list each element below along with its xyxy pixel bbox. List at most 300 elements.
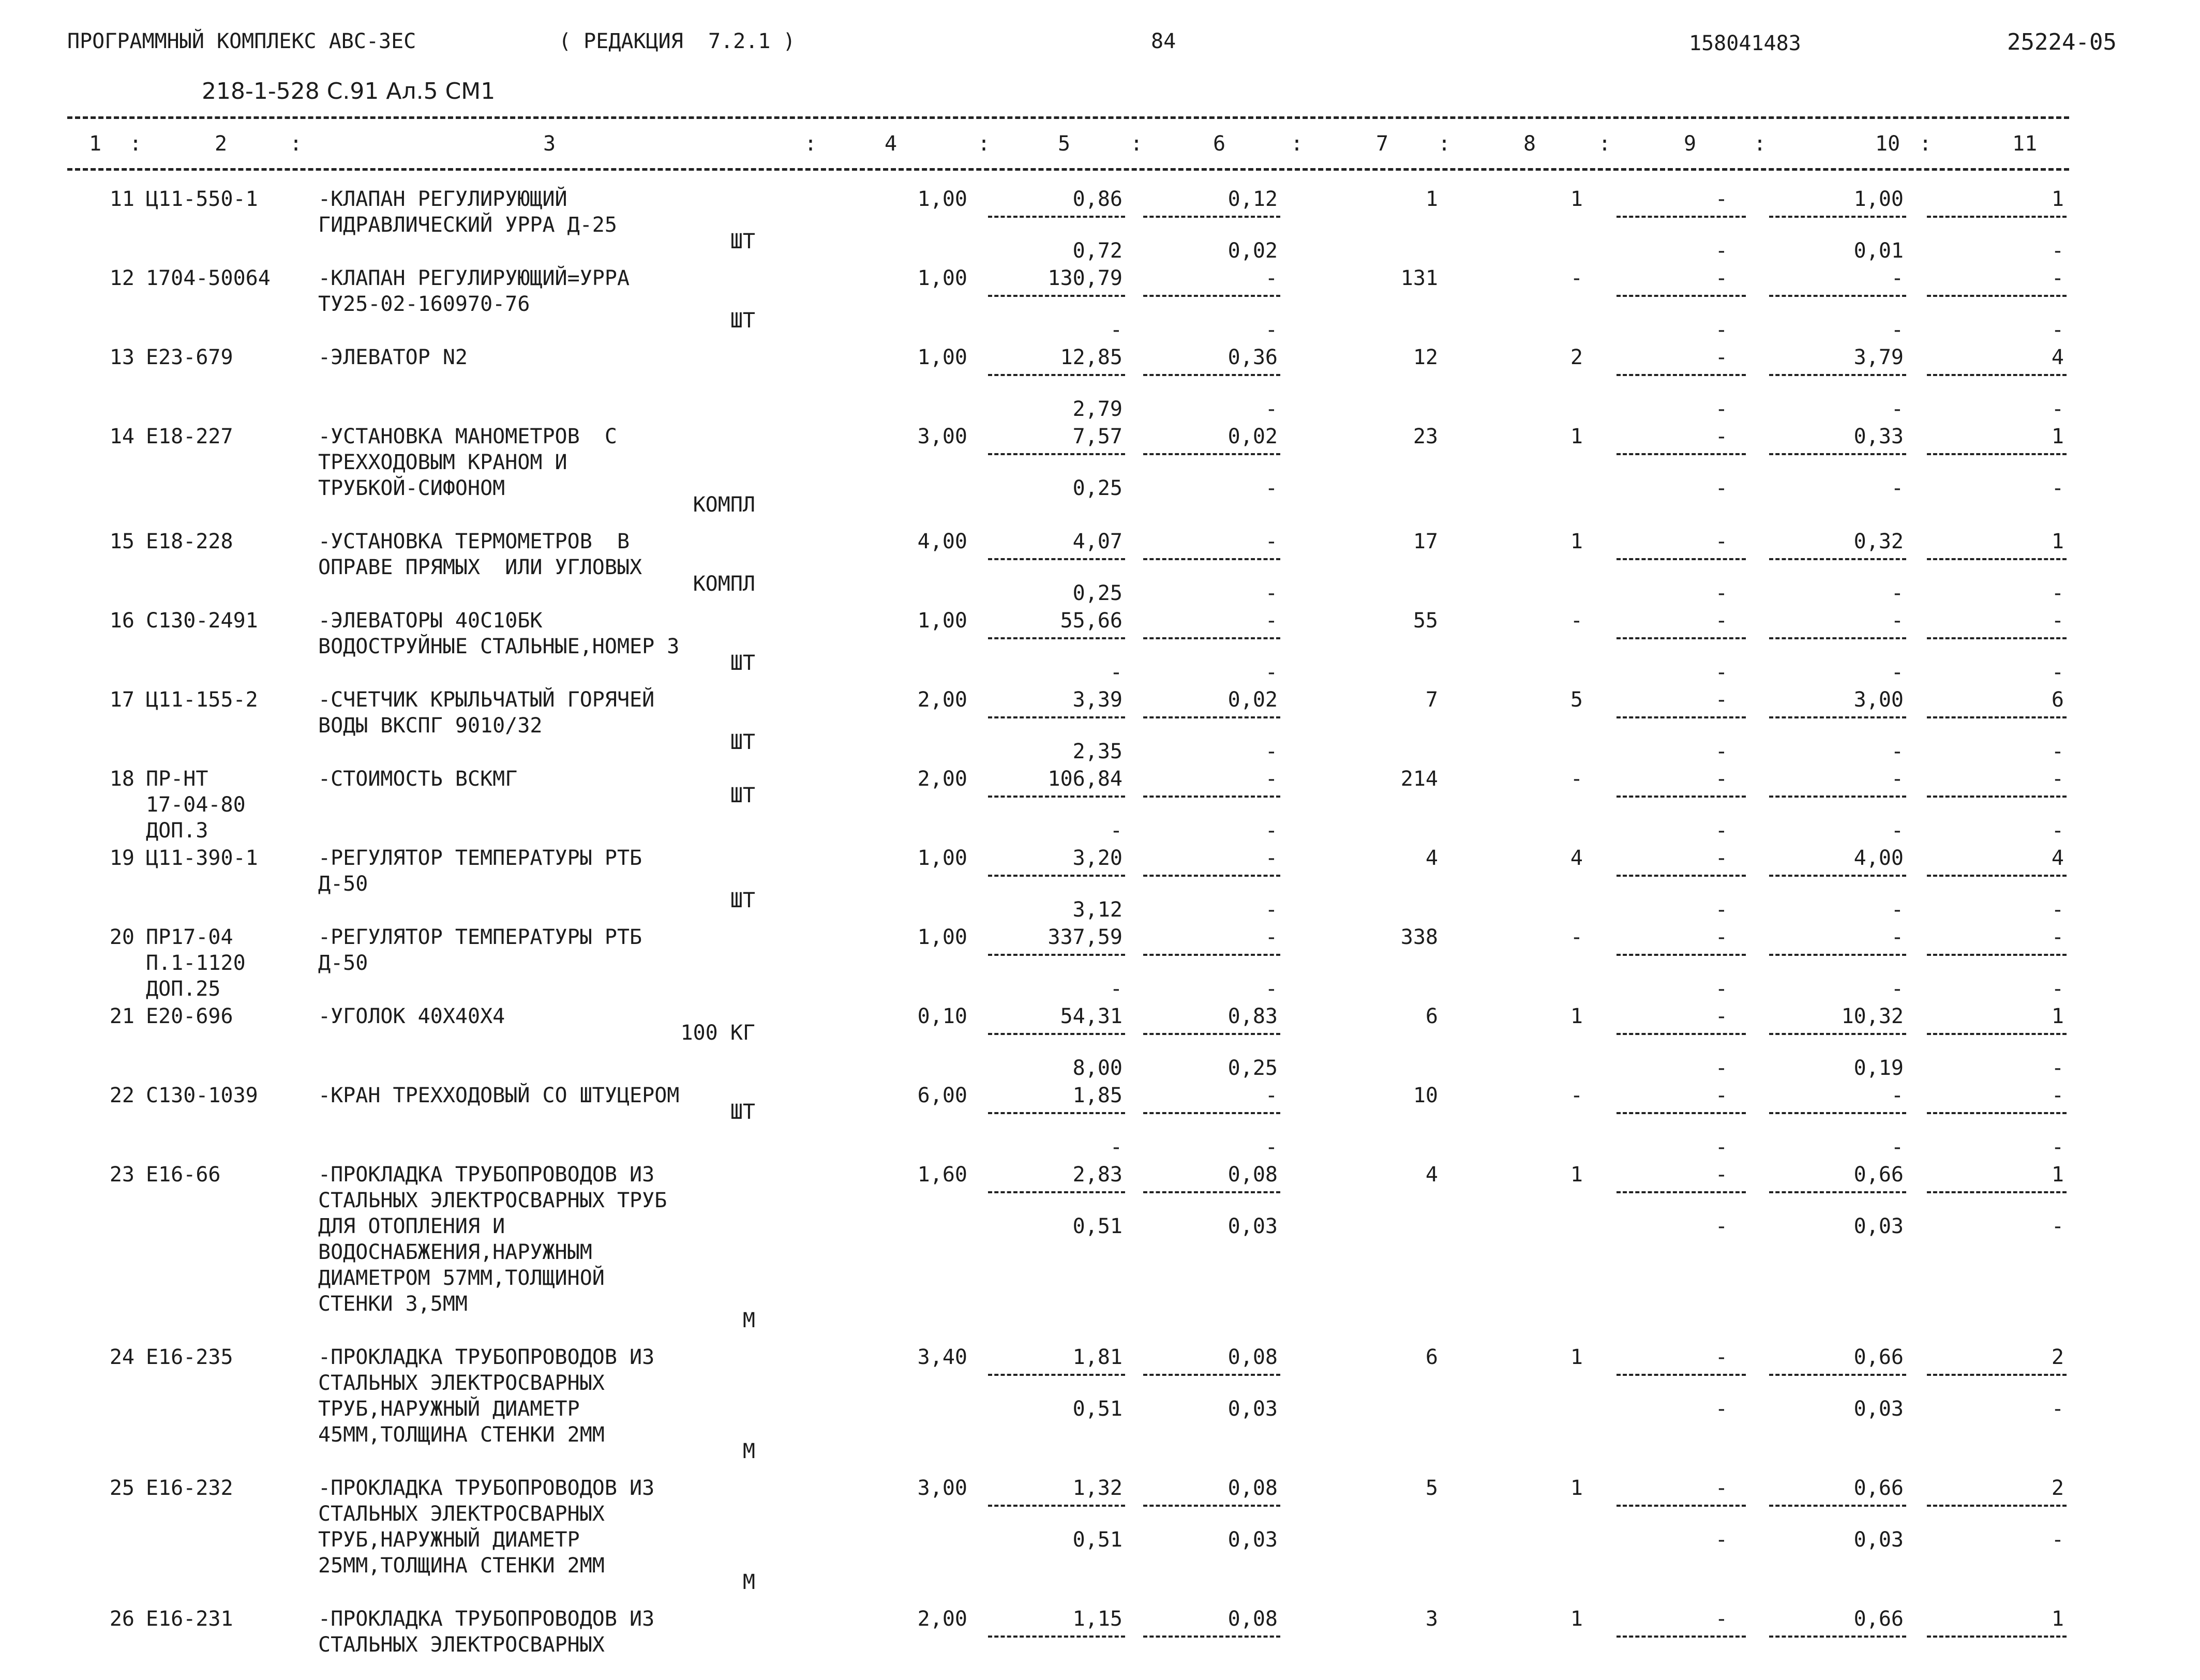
row-description: Д-50 [318, 872, 368, 896]
col-9-value: - [1715, 1607, 1728, 1631]
cell-underline [988, 1112, 1125, 1114]
wage-cost-machine: - [1265, 819, 1278, 843]
cell-underline [1769, 1636, 1906, 1638]
col-9-machine: - [1715, 898, 1728, 922]
labor-total: - [2051, 767, 2064, 791]
row-description: -ЭЛЕВАТОРЫ 40С10БК [318, 609, 543, 633]
wage-cost-machine: - [1265, 977, 1278, 1001]
total-wage: 1 [1570, 1607, 1583, 1631]
column-number: 6 [1213, 132, 1226, 156]
cell-underline [1769, 716, 1906, 718]
unit-cost: 54,31 [1060, 1004, 1123, 1028]
total-wage: - [1570, 609, 1583, 633]
cell-underline [1143, 637, 1280, 639]
cell-underline [988, 637, 1125, 639]
wage-cost-machine: 0,25 [1228, 1056, 1278, 1080]
row-description: ТУ25-02-160970-76 [318, 292, 530, 316]
labor-unit: 0,66 [1853, 1607, 1904, 1631]
row-description: -ПРОКЛАДКА ТРУБОПРОВОДОВ ИЗ [318, 1163, 655, 1187]
edition-label: ( РЕДАКЦИЯ 7.2.1 ) [559, 29, 796, 53]
quantity: 2,00 [917, 767, 967, 791]
unit-cost: 130,79 [1047, 266, 1123, 290]
unit-cost: 4,07 [1072, 530, 1123, 553]
row-number: 15 [109, 530, 134, 553]
row-unit: ШТ [730, 1100, 755, 1124]
cell-underline [1143, 558, 1280, 560]
row-code: 17-04-80 [146, 793, 246, 817]
labor-unit: 0,66 [1853, 1163, 1904, 1187]
row-unit: ШТ [730, 730, 755, 754]
total-cost: 4 [1425, 846, 1438, 870]
cell-underline [1927, 1033, 2067, 1035]
quantity: 1,00 [917, 266, 967, 290]
total-cost: 1 [1425, 187, 1438, 211]
cell-underline [1617, 1191, 1746, 1193]
labor-total-machine: - [2051, 1214, 2064, 1238]
col-9-value: - [1715, 609, 1728, 633]
row-description: ТРУБ,НАРУЖНЫЙ ДИАМЕТР [318, 1528, 580, 1552]
row-description: ДИАМЕТРОМ 57ММ,ТОЛЩИНОЙ [318, 1266, 605, 1290]
cell-underline [1927, 453, 2067, 455]
labor-unit-machine: 0,19 [1853, 1056, 1904, 1080]
wage-cost-machine: - [1265, 1135, 1278, 1159]
unit-cost-machine: 0,51 [1072, 1214, 1123, 1238]
cell-underline [1927, 1374, 2067, 1376]
labor-unit: 3,79 [1853, 346, 1904, 369]
row-description: -КЛАПАН РЕГУЛИРУЮЩИЙ=УРРА [318, 266, 630, 290]
labor-unit-machine: - [1891, 819, 1904, 843]
col-9-machine: - [1715, 1056, 1728, 1080]
cell-underline [1617, 716, 1746, 718]
unit-cost-machine: - [1110, 819, 1123, 843]
unit-cost: 55,66 [1060, 609, 1123, 633]
cell-underline [1927, 1112, 2067, 1114]
col-9-value: - [1715, 688, 1728, 712]
total-cost: 214 [1400, 767, 1438, 791]
column-number: 5 [1058, 132, 1071, 156]
labor-total: 6 [2051, 688, 2064, 712]
quantity: 0,10 [917, 1004, 967, 1028]
cell-underline [1927, 558, 2067, 560]
col-9-value: - [1715, 767, 1728, 791]
column-separator: : [1598, 132, 1611, 156]
row-description: ГИДРАВЛИЧЕСКИЙ УРРА Д-25 [318, 213, 617, 237]
column-number: 10 [1875, 132, 1900, 156]
total-wage: 2 [1570, 346, 1583, 369]
unit-cost-machine: - [1110, 1135, 1123, 1159]
column-number: 3 [543, 132, 556, 156]
col-9-machine: - [1715, 476, 1728, 500]
total-wage: 1 [1570, 1476, 1583, 1500]
cell-underline [1143, 796, 1280, 798]
cell-underline [1769, 1033, 1906, 1035]
cell-underline [1617, 954, 1746, 956]
labor-total-machine: - [2051, 239, 2064, 263]
wage-cost-machine: - [1265, 476, 1278, 500]
cell-underline [988, 954, 1125, 956]
wage-cost: - [1265, 609, 1278, 633]
labor-total-machine: - [2051, 898, 2064, 922]
labor-total: - [2051, 925, 2064, 949]
row-unit: М [742, 1309, 755, 1332]
cell-underline [1769, 295, 1906, 297]
cell-underline [1617, 796, 1746, 798]
labor-total: 2 [2051, 1345, 2064, 1369]
total-cost: 5 [1425, 1476, 1438, 1500]
labor-total: 1 [2051, 530, 2064, 553]
labor-unit-machine: - [1891, 661, 1904, 684]
labor-unit-machine: 0,01 [1853, 239, 1904, 263]
wage-cost-machine: 0,03 [1228, 1214, 1278, 1238]
unit-cost: 12,85 [1060, 346, 1123, 369]
row-unit: ШТ [730, 230, 755, 253]
labor-unit-machine: - [1891, 476, 1904, 500]
total-cost: 17 [1413, 530, 1438, 553]
col-9-machine: - [1715, 740, 1728, 763]
row-description: -ПРОКЛАДКА ТРУБОПРОВОДОВ ИЗ [318, 1476, 655, 1500]
labor-total: 1 [2051, 425, 2064, 448]
quantity: 2,00 [917, 1607, 967, 1631]
wage-cost: - [1265, 767, 1278, 791]
cell-underline [1617, 875, 1746, 877]
wage-cost-machine: - [1265, 898, 1278, 922]
unit-cost-machine: 0,51 [1072, 1397, 1123, 1421]
row-description: ВОДОСТРУЙНЫЕ СТАЛЬНЫЕ,НОМЕР 3 [318, 635, 680, 658]
row-description: СТАЛЬНЫХ ЭЛЕКТРОСВАРНЫХ [318, 1371, 605, 1395]
cell-underline [1927, 716, 2067, 718]
cell-underline [1143, 1374, 1280, 1376]
quantity: 1,00 [917, 187, 967, 211]
cell-underline [1143, 1636, 1280, 1638]
quantity: 1,00 [917, 609, 967, 633]
row-number: 18 [109, 767, 134, 791]
cell-underline [1617, 374, 1746, 376]
cell-underline [1617, 1112, 1746, 1114]
unit-cost-machine: 3,12 [1072, 898, 1123, 922]
row-code: Е16-232 [146, 1476, 233, 1500]
quantity: 3,00 [917, 425, 967, 448]
row-code: 1704-50064 [146, 266, 271, 290]
cell-underline [1769, 453, 1906, 455]
row-code: Ц11-390-1 [146, 846, 258, 870]
column-separator: : [1754, 132, 1767, 156]
header-bottom-rule [67, 168, 2069, 171]
row-description: 45ММ,ТОЛЩИНА СТЕНКИ 2ММ [318, 1423, 605, 1447]
document-number: 25224-05 [2007, 29, 2117, 55]
quantity: 1,00 [917, 925, 967, 949]
row-description: -РЕГУЛЯТОР ТЕМПЕРАТУРЫ РТБ [318, 846, 642, 870]
cell-underline [1769, 374, 1906, 376]
wage-cost: 0,12 [1228, 187, 1278, 211]
cell-underline [1143, 295, 1280, 297]
cell-underline [1769, 1191, 1906, 1193]
labor-unit: - [1891, 609, 1904, 633]
unit-cost: 7,57 [1072, 425, 1123, 448]
cell-underline [1143, 716, 1280, 718]
cell-underline [1617, 453, 1746, 455]
row-code: Е16-66 [146, 1163, 221, 1187]
wage-cost: 0,02 [1228, 425, 1278, 448]
total-cost: 12 [1413, 346, 1438, 369]
row-description: -УСТАНОВКА МАНОМЕТРОВ С [318, 425, 617, 448]
cell-underline [1927, 954, 2067, 956]
labor-unit-machine: 0,03 [1853, 1528, 1904, 1552]
total-cost: 338 [1400, 925, 1438, 949]
unit-cost-machine: 0,25 [1072, 476, 1123, 500]
row-code: С130-1039 [146, 1084, 258, 1107]
wage-cost: 0,08 [1228, 1345, 1278, 1369]
cell-underline [1143, 1033, 1280, 1035]
col-9-machine: - [1715, 581, 1728, 605]
row-unit: ШТ [730, 309, 755, 333]
row-number: 20 [109, 925, 134, 949]
labor-unit-machine: - [1891, 581, 1904, 605]
cell-underline [1143, 216, 1280, 218]
unit-cost: 106,84 [1047, 767, 1123, 791]
unit-cost: 3,20 [1072, 846, 1123, 870]
quantity: 1,00 [917, 346, 967, 369]
total-wage: 1 [1570, 425, 1583, 448]
wage-cost-machine: - [1265, 318, 1278, 342]
program-title: ПРОГРАММНЫЙ КОМПЛЕКС АВС-3ЕС [67, 29, 416, 53]
row-description: ОПРАВЕ ПРЯМЫХ ИЛИ УГЛОВЫХ [318, 556, 642, 579]
row-number: 16 [109, 609, 134, 633]
total-wage: - [1570, 266, 1583, 290]
page-number: 84 [1151, 29, 1176, 53]
row-code: Е18-228 [146, 530, 233, 553]
unit-cost-machine: 8,00 [1072, 1056, 1123, 1080]
row-description: ТРУБ,НАРУЖНЫЙ ДИАМЕТР [318, 1397, 580, 1421]
column-separator: : [804, 132, 817, 156]
unit-cost-machine: 0,51 [1072, 1528, 1123, 1552]
labor-unit-machine: - [1891, 397, 1904, 421]
column-number: 9 [1684, 132, 1697, 156]
row-unit: КОМПЛ [693, 493, 755, 517]
row-code: ДОП.25 [146, 977, 221, 1001]
cell-underline [1143, 875, 1280, 877]
cell-underline [1769, 216, 1906, 218]
row-description: -УСТАНОВКА ТЕРМОМЕТРОВ В [318, 530, 630, 553]
labor-total: - [2051, 266, 2064, 290]
cell-underline [1143, 374, 1280, 376]
col-9-value: - [1715, 1345, 1728, 1369]
col-9-machine: - [1715, 661, 1728, 684]
col-9-machine: - [1715, 397, 1728, 421]
quantity: 2,00 [917, 688, 967, 712]
row-description: -ПРОКЛАДКА ТРУБОПРОВОДОВ ИЗ [318, 1607, 655, 1631]
row-description: ТРУБКОЙ-СИФОНОМ [318, 476, 505, 500]
labor-unit-machine: - [1891, 898, 1904, 922]
total-cost: 6 [1425, 1345, 1438, 1369]
row-description: -РЕГУЛЯТОР ТЕМПЕРАТУРЫ РТБ [318, 925, 642, 949]
unit-cost: 2,83 [1072, 1163, 1123, 1187]
cell-underline [1769, 1505, 1906, 1507]
cell-underline [988, 716, 1125, 718]
cell-underline [1927, 216, 2067, 218]
reference-line: 218-1-528 С.91 Ал.5 СМ1 [202, 78, 496, 104]
row-unit: 100 КГ [680, 1021, 755, 1045]
wage-cost: 0,83 [1228, 1004, 1278, 1028]
row-description: -КЛАПАН РЕГУЛИРУЮЩИЙ [318, 187, 567, 211]
col-9-value: - [1715, 1476, 1728, 1500]
unit-cost: 1,32 [1072, 1476, 1123, 1500]
labor-total-machine: - [2051, 1397, 2064, 1421]
col-9-machine: - [1715, 1214, 1728, 1238]
row-description: ВОДОСНАБЖЕНИЯ,НАРУЖНЫМ [318, 1240, 592, 1264]
cell-underline [1927, 796, 2067, 798]
col-9-machine: - [1715, 1397, 1728, 1421]
labor-total: 4 [2051, 846, 2064, 870]
col-9-value: - [1715, 1084, 1728, 1107]
total-wage: - [1570, 925, 1583, 949]
col-9-value: - [1715, 1004, 1728, 1028]
column-separator: : [1438, 132, 1451, 156]
row-number: 11 [109, 187, 134, 211]
col-9-value: - [1715, 266, 1728, 290]
unit-cost: 1,15 [1072, 1607, 1123, 1631]
labor-unit: 0,66 [1853, 1345, 1904, 1369]
labor-total: 1 [2051, 1163, 2064, 1187]
unit-cost-machine: 2,35 [1072, 740, 1123, 763]
labor-total-machine: - [2051, 1135, 2064, 1159]
row-code: П.1-1120 [146, 951, 246, 975]
cell-underline [1769, 558, 1906, 560]
total-wage: - [1570, 1084, 1583, 1107]
row-code: ПР17-04 [146, 925, 233, 949]
cell-underline [988, 875, 1125, 877]
row-code: Е16-235 [146, 1345, 233, 1369]
cell-underline [988, 1191, 1125, 1193]
total-cost: 131 [1400, 266, 1438, 290]
labor-unit: - [1891, 925, 1904, 949]
quantity: 3,40 [917, 1345, 967, 1369]
unit-cost: 1,85 [1072, 1084, 1123, 1107]
row-number: 24 [109, 1345, 134, 1369]
wage-cost: 0,08 [1228, 1476, 1278, 1500]
row-code: С130-2491 [146, 609, 258, 633]
cell-underline [1769, 1112, 1906, 1114]
cell-underline [988, 558, 1125, 560]
labor-total: - [2051, 1084, 2064, 1107]
row-unit: ШТ [730, 651, 755, 675]
total-wage: 1 [1570, 1345, 1583, 1369]
cell-underline [988, 1636, 1125, 1638]
column-number: 7 [1376, 132, 1389, 156]
row-code: ДОП.3 [146, 819, 208, 843]
cell-underline [1927, 295, 2067, 297]
unit-cost: 3,39 [1072, 688, 1123, 712]
row-description: СТЕНКИ 3,5ММ [318, 1292, 468, 1316]
cell-underline [988, 216, 1125, 218]
labor-total-machine: - [2051, 476, 2064, 500]
column-number: 2 [215, 132, 228, 156]
quantity: 6,00 [917, 1084, 967, 1107]
unit-cost-machine: 0,72 [1072, 239, 1123, 263]
labor-unit-machine: 0,03 [1853, 1214, 1904, 1238]
wage-cost: 0,36 [1228, 346, 1278, 369]
cell-underline [988, 453, 1125, 455]
total-wage: 1 [1570, 187, 1583, 211]
row-number: 13 [109, 346, 134, 369]
quantity: 4,00 [917, 530, 967, 553]
row-code: Е18-227 [146, 425, 233, 448]
col-9-value: - [1715, 530, 1728, 553]
row-number: 23 [109, 1163, 134, 1187]
cell-underline [1927, 1505, 2067, 1507]
row-description: -ЭЛЕВАТОР N2 [318, 346, 468, 369]
labor-total-machine: - [2051, 740, 2064, 763]
column-number: 4 [885, 132, 897, 156]
labor-unit: 0,32 [1853, 530, 1904, 553]
wage-cost-machine: 0,03 [1228, 1397, 1278, 1421]
labor-unit-machine: - [1891, 1135, 1904, 1159]
cell-underline [988, 295, 1125, 297]
cell-underline [1143, 1112, 1280, 1114]
total-cost: 7 [1425, 688, 1438, 712]
wage-cost-machine: - [1265, 581, 1278, 605]
cell-underline [1927, 1636, 2067, 1638]
unit-cost-machine: 0,25 [1072, 581, 1123, 605]
row-description: -ПРОКЛАДКА ТРУБОПРОВОДОВ ИЗ [318, 1345, 655, 1369]
wage-cost-machine: - [1265, 661, 1278, 684]
wage-cost: - [1265, 530, 1278, 553]
col-9-value: - [1715, 346, 1728, 369]
labor-unit: 0,66 [1853, 1476, 1904, 1500]
labor-total-machine: - [2051, 581, 2064, 605]
row-number: 25 [109, 1476, 134, 1500]
cell-underline [1143, 954, 1280, 956]
labor-total-machine: - [2051, 977, 2064, 1001]
col-9-machine: - [1715, 318, 1728, 342]
cell-underline [1927, 374, 2067, 376]
labor-total-machine: - [2051, 819, 2064, 843]
wage-cost: 0,08 [1228, 1607, 1278, 1631]
unit-cost: 337,59 [1047, 925, 1123, 949]
labor-unit-machine: - [1891, 740, 1904, 763]
total-wage: 5 [1570, 688, 1583, 712]
wage-cost: - [1265, 266, 1278, 290]
document-code: 158041483 [1689, 32, 1801, 55]
unit-cost-machine: - [1110, 977, 1123, 1001]
quantity: 3,00 [917, 1476, 967, 1500]
labor-unit: 0,33 [1853, 425, 1904, 448]
row-description: СТАЛЬНЫХ ЭЛЕКТРОСВАРНЫХ [318, 1633, 605, 1657]
cell-underline [1617, 637, 1746, 639]
row-description: -СТОИМОСТЬ ВСКМГ [318, 767, 518, 791]
col-9-value: - [1715, 425, 1728, 448]
row-description: -КРАН ТРЕХХОДОВЫЙ СО ШТУЦЕРОМ [318, 1084, 680, 1107]
col-9-value: - [1715, 1163, 1728, 1187]
total-cost: 23 [1413, 425, 1438, 448]
unit-cost: 1,81 [1072, 1345, 1123, 1369]
wage-cost: - [1265, 846, 1278, 870]
wage-cost: - [1265, 925, 1278, 949]
cell-underline [1927, 637, 2067, 639]
cell-underline [1143, 1505, 1280, 1507]
column-separator: : [1130, 132, 1143, 156]
cell-underline [1769, 875, 1906, 877]
row-number: 22 [109, 1084, 134, 1107]
labor-unit: 3,00 [1853, 688, 1904, 712]
labor-total: 1 [2051, 187, 2064, 211]
cell-underline [1927, 1191, 2067, 1193]
total-wage: 1 [1570, 1163, 1583, 1187]
unit-cost-machine: 2,79 [1072, 397, 1123, 421]
row-unit: КОМПЛ [693, 572, 755, 596]
row-number: 14 [109, 425, 134, 448]
labor-unit: 10,32 [1841, 1004, 1904, 1028]
row-number: 19 [109, 846, 134, 870]
